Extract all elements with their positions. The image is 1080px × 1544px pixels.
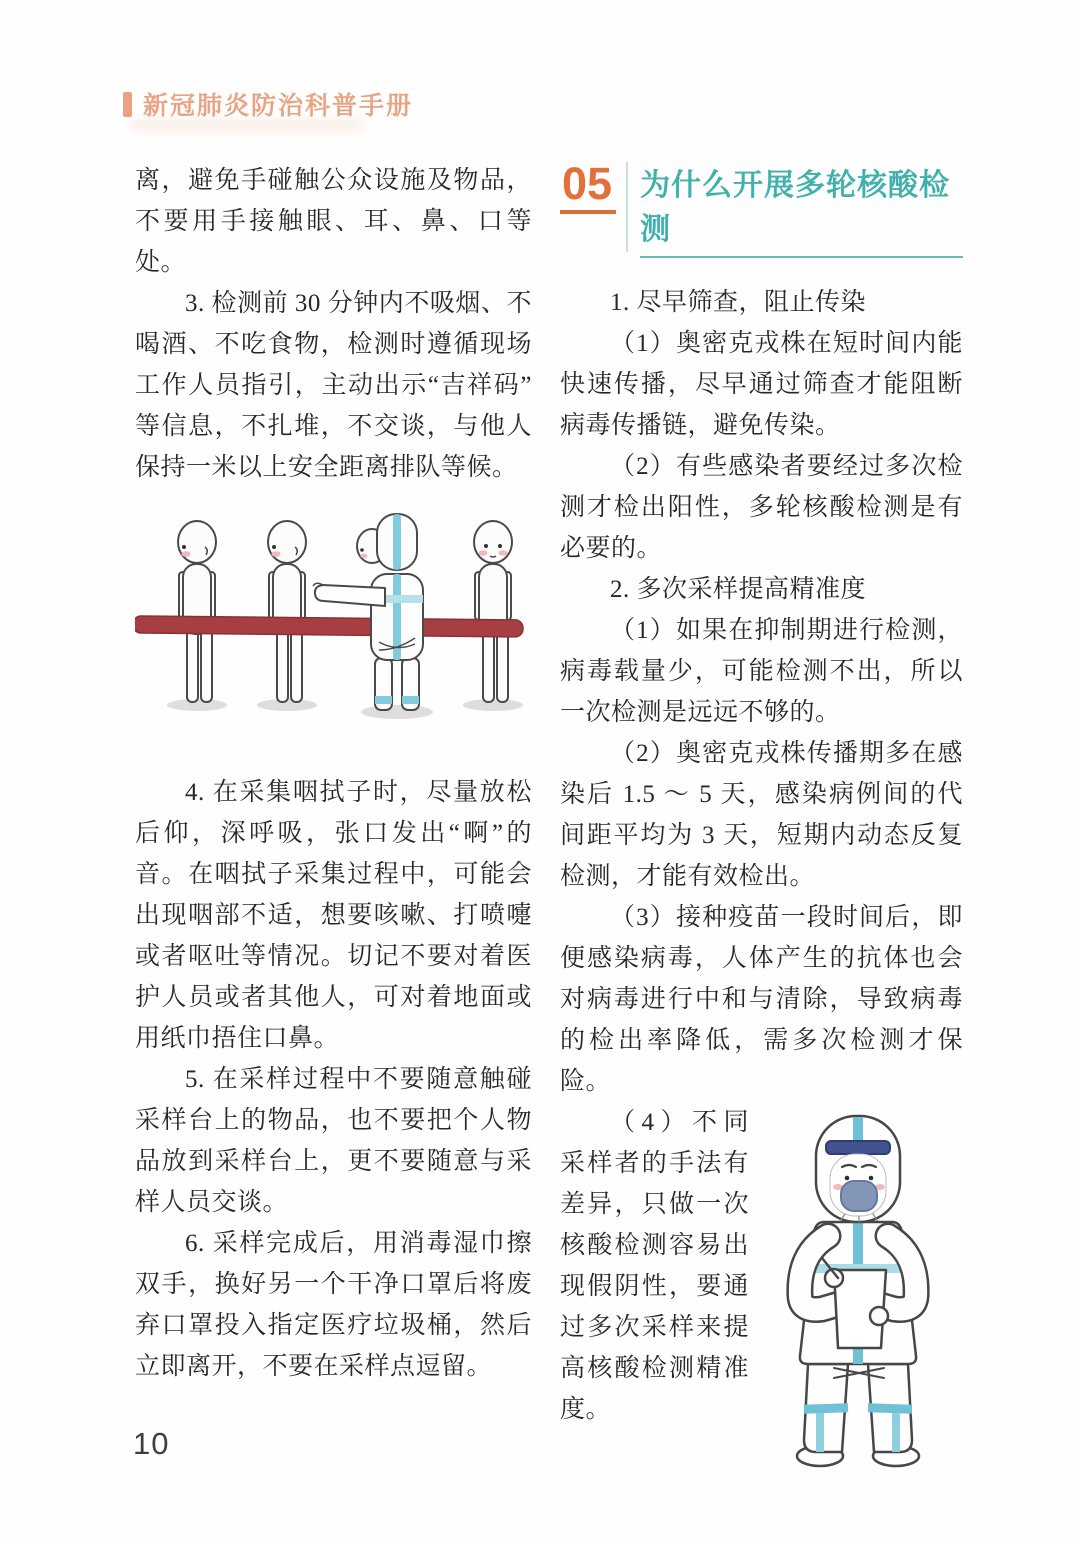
header-shadow	[130, 120, 365, 130]
section-heading	[560, 160, 963, 258]
section-number: 05	[560, 160, 616, 214]
paragraph-continued: 离，避免手碰触公众设施及物品，不要用手接触眼、耳、鼻、口等处。	[135, 167, 532, 276]
worker-face-shield-band	[826, 1141, 890, 1154]
paragraph-point-2-3: （3）接种疫苗一段时间后，即便感染病毒，人体产生的抗体也会对病毒进行中和与清除，导致病毒的检出率降低，需多次检测才保险。	[560, 904, 963, 1095]
left-column	[135, 160, 532, 1470]
queued-person-3	[474, 521, 512, 702]
paragraph-step-4: 4. 在采集咽拭子时，尽量放松后仰，深呼吸，张口发出“啊”的音。在咽拭子采集过程中，可能会出现咽部不适，想要咳嗽、打喷嚏或者呕吐等情况。切记不要对着医护人员或者其他人，可对着地面或用纸巾捂住口鼻。	[135, 779, 532, 1052]
paragraph-point-2-1: （1）如果在抑制期进行检测，病毒载量少，可能检测不出，所以一次检测是远远不够的。	[560, 617, 963, 726]
queued-person-2	[268, 521, 306, 702]
red-barrier-ribbon	[135, 616, 523, 637]
handbook-title: 新冠肺炎防治科普手册	[143, 92, 414, 120]
worker-mask	[841, 1181, 877, 1211]
queue-illustration-svg	[135, 500, 532, 756]
page-header	[123, 86, 413, 122]
page-number: 10	[133, 1426, 170, 1461]
worker-illustration-svg	[753, 1108, 963, 1470]
ppe-worker-clipboard-illustration	[753, 1108, 963, 1470]
paragraph-point-2: 2. 多次采样提高精准度	[610, 576, 867, 603]
paragraph-step-5: 5. 在采样过程中不要随意触碰采样台上的物品，也不要把个人物品放到采样台上，更不要随意与采样人员交谈。	[135, 1066, 532, 1216]
point-4-block	[560, 1102, 963, 1430]
right-column	[560, 160, 963, 1470]
section-title: 为什么开展多轮核酸检测	[640, 169, 951, 246]
paragraph-point-2-4: （4）不同采样者的手法有差异，只做一次核酸检测容易出现假阴性，要通过多次采样来提高核酸检测精准度。	[560, 1109, 749, 1423]
paragraph-step-3: 3. 检测前 30 分钟内不吸烟、不喝酒、不吃食物，检测时遵循现场工作人员指引，主动出示“吉祥码”等信息，不扎堆，不交谈，与他人保持一米以上安全距离排队等候。	[135, 290, 532, 481]
paragraph-point-2-2: （2）奥密克戎株传播期多在感染后 1.5 ～ 5 天，感染病例间的代间距平均为 3 天，短期内动态反复检测，才能有效检出。	[560, 740, 963, 890]
queue-social-distancing-illustration	[135, 500, 532, 756]
worker-hand-right	[870, 1307, 888, 1325]
ground-shadows	[167, 699, 523, 719]
paragraph-step-6: 6. 采样完成后，用消毒湿巾擦双手，换好另一个干净口罩后将废弃口罩投入指定医疗垃圾桶，然后立即离开，不要在采样点逗留。	[135, 1230, 532, 1380]
header-accent-bar	[123, 92, 132, 117]
paragraph-point-1: 1. 尽早筛查，阻止传染	[610, 289, 867, 316]
paragraph-point-1-1: （1）奥密克戎株在短时间内能快速传播，尽早通过筛查才能阻断病毒传播链，避免传染。	[560, 330, 963, 439]
two-column-layout	[135, 160, 963, 1470]
queued-person-1	[178, 521, 216, 702]
section-divider	[626, 162, 628, 252]
section-title-underline	[640, 160, 963, 258]
paragraph-point-1-2: （2）有些感染者要经过多次检测才检出阳性，多轮核酸检测是有必要的。	[560, 453, 963, 562]
